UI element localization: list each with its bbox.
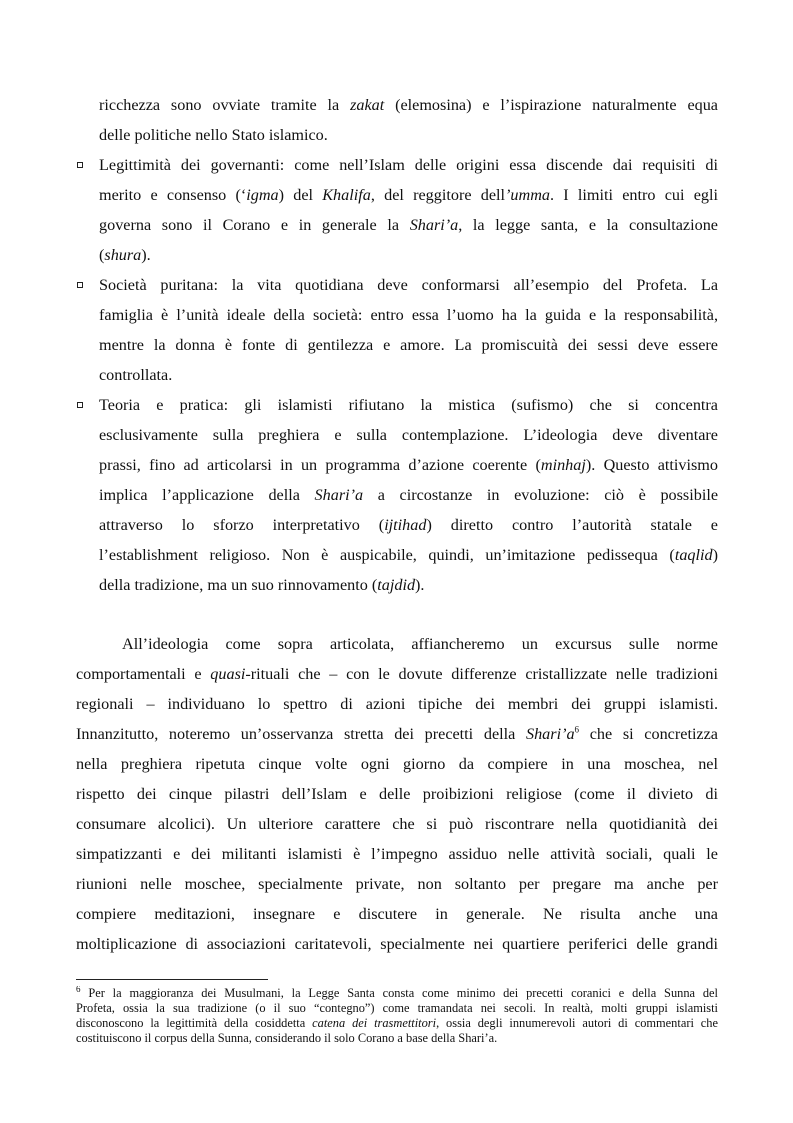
text-line: simpatizzanti e dei militanti islamisti è l’impegno assiduo nelle attività sociali, quali le — [76, 845, 718, 863]
text-line: l’establishment religioso. Non è auspicabile, quindi, un’imitazione pedissequa (taqlid) — [99, 546, 718, 564]
bullet-square-icon — [77, 282, 83, 288]
text-line: comportamentali e quasi-rituali che – con le dovute differenze cristallizzate nelle tradizioni — [76, 665, 718, 683]
text-line: nella preghiera ripetuta cinque volte ogni giorno da compiere in una moschea, nel — [76, 755, 718, 773]
footnote-line: Profeta, ossia la sua tradizione (o il suo “contegno”) come tramandata nei secoli. In realtà, molti gruppi islamisti — [76, 1001, 718, 1015]
text-line: (shura). — [99, 246, 151, 264]
text-line: prassi, fino ad articolarsi in un programma d’azione coerente (minhaj). Questo attivismo — [99, 456, 718, 474]
text-line: controllata. — [99, 366, 173, 384]
text-line: famiglia è l’unità ideale della società: entro essa l’uomo ha la guida e la responsabilità, — [99, 306, 718, 324]
text-line: della tradizione, ma un suo rinnovamento (tajdid). — [99, 576, 425, 594]
text-line: compiere meditazioni, insegnare e discutere in generale. Ne risulta anche una — [76, 905, 718, 923]
text-line: delle politiche nello Stato islamico. — [99, 126, 328, 144]
bullet-square-icon — [77, 162, 83, 168]
bullet-square-icon — [77, 402, 83, 408]
text-line: governa sono il Corano e in generale la Shari’a, la legge santa, e la consultazione — [99, 216, 718, 234]
text-line: mentre la donna è fonte di gentilezza e amore. La promiscuità dei sessi deve essere — [99, 336, 718, 354]
text-line: consumare alcolici). Un ulteriore carattere che si può riscontrare nella quotidianità dei — [76, 815, 718, 833]
text-line: riunioni nelle moschee, specialmente private, non soltanto per pregare ma anche per — [76, 875, 718, 893]
text-line: ricchezza sono ovviate tramite la zakat (elemosina) e l’ispirazione naturalmente equa — [99, 96, 718, 114]
footnote-number: 6 — [76, 986, 81, 994]
text-line: Legittimità dei governanti: come nell’Islam delle origini essa discende dai requisiti di — [99, 156, 718, 174]
text-line: Innanzitutto, noteremo un’osservanza stretta dei precetti della $Shari’a^6$ che si concretizza — [76, 724, 718, 743]
text-line: Società puritana: la vita quotidiana deve conformarsi all’esempio del Profeta. La — [99, 276, 718, 294]
footnote-line: $^6$ Per la maggioranza dei Musulmani, la Legge Santa consta come minimo dei precetti coranici e della Sunna del — [76, 986, 718, 1000]
text-line: merito e consenso (‘igma) del Khalifa, del reggitore dell’umma. I limiti entro cui egli — [99, 186, 718, 204]
text-line: implica l’applicazione della Shari’a a circostanze in evoluzione: ciò è possibile — [99, 486, 718, 504]
text-line: moltiplicazione di associazioni caritatevoli, specialmente nei quartiere periferici delle grandi — [76, 935, 718, 953]
text-line: esclusivamente sulla preghiera e sulla contemplazione. L’ideologia deve diventare — [99, 426, 718, 444]
footnote-line: disconoscono la legittimità della cosiddetta catena dei trasmettitori, ossia degli innumerevoli autori di commentari che — [76, 1016, 718, 1030]
text-line: Teoria e pratica: gli islamisti rifiutano la mistica (sufismo) che si concentra — [99, 396, 718, 414]
text-line: regionali – individuano lo spettro di azioni tipiche dei membri dei gruppi islamisti. — [76, 695, 718, 713]
footnote-reference: 6 — [574, 724, 580, 735]
text-line: rispetto dei cinque pilastri dell’Islam e delle proibizioni religiose (come il divieto di — [76, 785, 718, 803]
text-line: attraverso lo sforzo interpretativo (ijtihad) diretto contro l’autorità statale e — [99, 516, 718, 534]
footnote-separator — [76, 979, 268, 980]
footnote-line: costituiscono il corpus della Sunna, considerando il solo Corano a base della Shari’a. — [76, 1031, 498, 1045]
text-line: All’ideologia come sopra articolata, affiancheremo un excursus sulle norme — [122, 635, 718, 653]
